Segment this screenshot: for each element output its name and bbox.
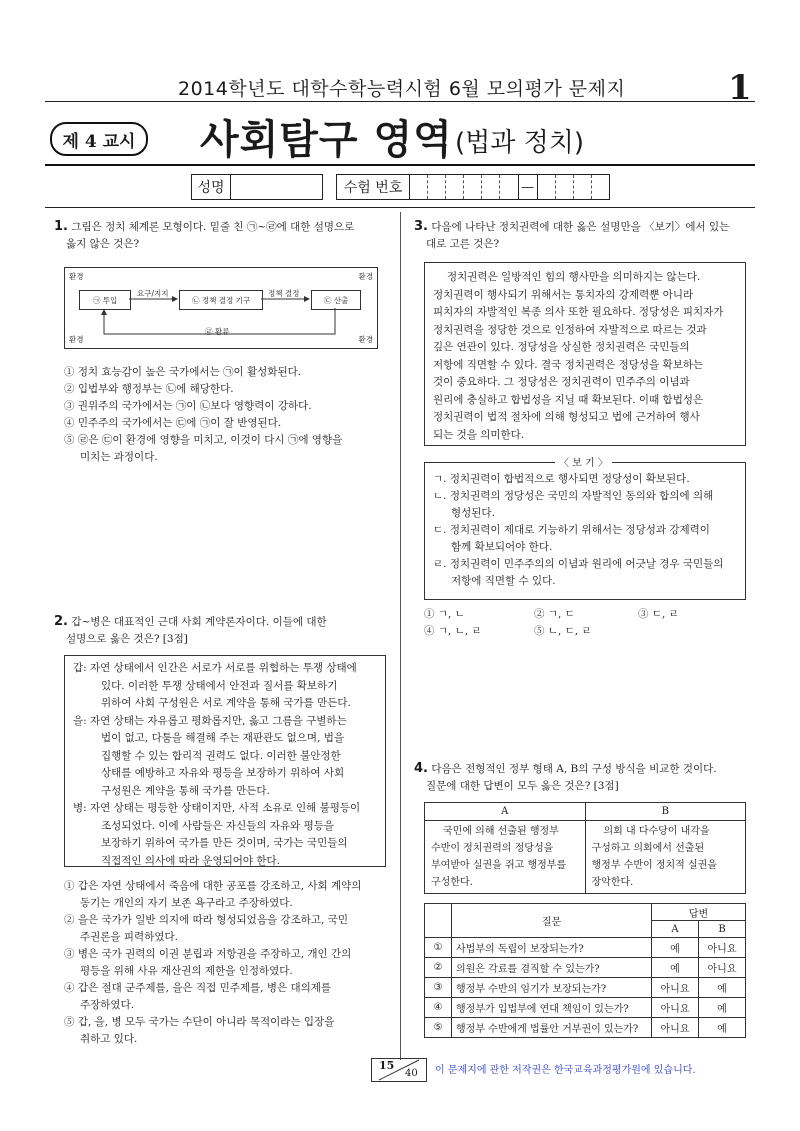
name-label: 성명 <box>192 175 231 199</box>
exam-digit-cell[interactable] <box>410 175 428 199</box>
stem-text: 갑~병은 대표적인 근대 사회 계약론자이다. 이들에 대한 <box>71 616 327 628</box>
col-header-a: A <box>425 803 586 821</box>
bogi-item: 함께 확보되어야 한다. <box>451 541 553 553</box>
row-number: ③ <box>425 978 452 998</box>
row-answer-b: 예 <box>699 978 746 998</box>
question-1-stem <box>54 218 390 253</box>
qa-row[interactable] <box>425 958 746 978</box>
row-number: ① <box>425 938 452 958</box>
option-continued: 주장하였다. <box>80 999 135 1011</box>
question-2-options <box>64 878 394 1048</box>
option-continued: 동기는 개인의 자기 보존 욕구라고 주장하였다. <box>80 897 293 909</box>
desc-line: 국민에 의해 선출된 행정부 <box>443 826 559 837</box>
row-number: ⑤ <box>425 1018 452 1038</box>
answer-col-a: A <box>652 921 699 938</box>
exam-digit-cell[interactable] <box>592 175 609 199</box>
row-answer-a: 아니요 <box>652 978 699 998</box>
row-question: 행정부 수반의 임기가 보장되는가? <box>452 978 652 998</box>
current-page: 15 <box>379 1059 395 1072</box>
question-number: 3. <box>414 219 428 234</box>
question-header: 질문 <box>452 904 652 938</box>
subject-title: 사회탐구 영역 <box>200 117 453 163</box>
bogi-box <box>424 458 746 600</box>
option[interactable]: ③ 권위주의 국가에서는 ㉠이 ㉡보다 영향력이 강하다. <box>64 400 312 412</box>
passage-line: 직접적인 의사에 따라 운영되어야 한다. <box>101 854 280 867</box>
desc-line: 구성한다. <box>431 877 473 888</box>
exam-digit-cell[interactable] <box>556 175 574 199</box>
passage-line: 정치권력은 일방적인 힘의 행사만을 의미하지는 않는다. <box>447 271 701 283</box>
col-header-b: B <box>585 803 746 821</box>
option-continued: 주권론을 피력하였다. <box>80 931 178 943</box>
passage-line: 병: 자연 상태는 평등한 상태이지만, 사적 소유로 인해 불평등이 <box>73 802 361 814</box>
stem-text: 다음은 전형적인 정부 형태 A, B의 구성 방식을 비교한 것이다. <box>431 763 717 775</box>
stem-text: 옳지 않은 것은? <box>66 238 140 250</box>
option[interactable]: ⑤ 갑, 을, 병 모두 국가는 수단이 아니라 목적이라는 입장을 <box>64 1016 335 1028</box>
name-field[interactable] <box>191 174 323 200</box>
stem-text: 대로 고른 것은? <box>426 238 500 250</box>
passage-line: 정치권력이 법적 절차에 의해 형성되고 법에 근거하여 행사 <box>433 411 700 423</box>
bogi-title: 〈 보 기 〉 <box>555 455 612 472</box>
passage-line: 조성되었다. 이에 사람들은 자신들의 자유와 평등을 <box>101 819 335 832</box>
government-type-table <box>424 802 746 894</box>
passage-line: 원리에 충실하고 합법성을 지닐 때 확보된다. 이때 합법성은 <box>433 393 704 406</box>
exam-digit-cell[interactable] <box>428 175 446 199</box>
copyright-notice: 이 문제지에 관한 저작권은 한국교육과정평가원에 있습니다. <box>435 1065 696 1076</box>
passage-line: 집행할 수 있는 합리적 권력도 없다. 이러한 불안정한 <box>101 749 341 762</box>
option[interactable]: ④ 갑은 절대 군주제를, 을은 직접 민주제를, 병은 대의제를 <box>64 982 332 994</box>
exam-digit-cell[interactable] <box>446 175 464 199</box>
row-answer-a: 아니요 <box>652 1018 699 1038</box>
passage-line: 것이 중요하다. 그 정당성은 정치권력이 민주주의 이념과 <box>433 376 690 388</box>
diagram-arrows <box>65 268 377 348</box>
qa-table <box>424 903 746 1038</box>
exam-digit-cell[interactable] <box>538 175 556 199</box>
row-question: 행정부 수반에게 법률안 거부권이 있는가? <box>452 1018 652 1038</box>
stem-text: 그림은 정치 체계론 모형이다. 밑줄 친 ㉠~㉣에 대한 설명으로 <box>71 221 355 233</box>
passage-line: 피치자의 자발적인 복종 의사 또한 필요하다. 정당성은 피치자가 <box>433 306 724 318</box>
option[interactable]: ① 정치 효능감이 높은 국가에서는 ㉠이 활성화된다. <box>64 366 302 378</box>
option[interactable]: ⑤ ㉣은 ㉢이 환경에 영향을 미치고, 이것이 다시 ㉠에 영향을 <box>64 434 343 446</box>
exam-number-field[interactable] <box>336 174 610 200</box>
exam-digit-cell[interactable] <box>464 175 482 199</box>
row-answer-b: 아니요 <box>699 938 746 958</box>
qa-row[interactable] <box>425 938 746 958</box>
row-answer-a: 예 <box>652 938 699 958</box>
exam-title: 2014학년도 대학수학능력시험 6월 모의평가 문제지 <box>178 78 626 100</box>
desc-line: 구성하고 의회에서 선출된 <box>591 843 705 854</box>
political-system-diagram <box>64 267 378 349</box>
option-continued: 취하고 있다. <box>80 1033 138 1045</box>
answer-col-b: B <box>699 921 746 938</box>
option[interactable]: ④ 민주주의 국가에서는 ㉢에 ㉠이 잘 반영된다. <box>64 417 282 429</box>
q3-option[interactable]: ① ㄱ, ㄴ <box>424 608 465 620</box>
bogi-item: ㄷ. 정치권력이 제대로 기능하기 위해서는 정당성과 강제력이 <box>433 524 710 536</box>
q3-option[interactable]: ⑤ ㄴ, ㄷ, ㄹ <box>534 625 592 637</box>
passage-line: 깊은 연관이 있다. 정당성을 상실한 정치권력은 국민들의 <box>433 341 690 353</box>
question-number: 4. <box>414 761 428 776</box>
total-pages: 40 <box>405 1068 418 1079</box>
stem-text: 질문에 대한 답변이 모두 옳은 것은? [3점] <box>426 780 619 792</box>
bogi-item: ㄴ. 정치권력의 정당성은 국민의 자발적인 동의와 합의에 의해 <box>433 490 714 502</box>
row-number: ② <box>425 958 452 978</box>
row-number: ④ <box>425 998 452 1018</box>
stem-text: 설명으로 옳은 것은? [3점] <box>66 633 188 645</box>
arrow-label: 요구/지지 <box>137 289 169 298</box>
option[interactable]: ③ 병은 국가 권력의 이권 분립과 저항권을 주장하고, 개인 간의 <box>64 948 352 960</box>
env-label: 환경 <box>69 272 84 281</box>
answer-header: 답변 <box>652 904 746 921</box>
contract-theorist-box <box>64 655 386 867</box>
header-rule <box>45 101 755 102</box>
passage-line: 법이 없고, 다툼을 해결해 주는 재판관도 없으며, 법을 <box>101 732 345 744</box>
qa-row[interactable] <box>425 998 746 1018</box>
row-question: 사법부의 독립이 보장되는가? <box>452 938 652 958</box>
exam-digit-cell[interactable] <box>574 175 592 199</box>
env-label: 환경 <box>358 272 373 281</box>
qa-row[interactable] <box>425 1018 746 1038</box>
type-b-desc <box>585 821 746 894</box>
bogi-item: 저항에 직면할 수 있다. <box>451 575 556 587</box>
passage-line: 되는 것을 의미한다. <box>433 428 525 441</box>
env-label: 환경 <box>358 335 373 344</box>
option[interactable]: ① 갑은 자연 상태에서 죽음에 대한 공포를 강조하고, 사회 계약의 <box>64 880 362 892</box>
q3-option[interactable]: ④ ㄱ, ㄴ, ㄹ <box>424 625 482 637</box>
passage-line: 구성원은 계약을 통해 국가를 만든다. <box>101 784 270 797</box>
exam-digit-cell[interactable] <box>500 175 518 199</box>
passage-line: 정치권력을 정당한 것으로 인정하여 자발적으로 따르는 것과 <box>433 323 707 336</box>
row-answer-b: 아니요 <box>699 958 746 978</box>
desc-line: 행정부 수반이 정치적 실권을 <box>591 860 717 871</box>
type-a-desc <box>425 821 586 894</box>
passage-line: 저항에 직면할 수 있다. 결국 정치권력은 정당성을 확보하는 <box>433 358 704 371</box>
question-2-stem <box>54 613 390 648</box>
stem-text: 다음에 나타난 정치권력에 대한 옳은 설명만을 〈보기〉에서 있는 <box>431 221 730 233</box>
row-question: 행정부가 입법부에 연대 책임이 있는가? <box>452 998 652 1018</box>
option[interactable]: ② 입법부와 행정부는 ㉡에 해당한다. <box>64 383 234 395</box>
name-input-area[interactable] <box>231 175 322 199</box>
question-1-options <box>64 364 394 466</box>
desc-line: 수반이 정치권력의 정당성을 <box>431 843 554 854</box>
q3-option[interactable]: ② ㄱ, ㄷ <box>534 608 575 620</box>
bogi-item: 형성된다. <box>451 507 495 519</box>
q3-option[interactable]: ③ ㄷ, ㄹ <box>638 608 679 620</box>
output-node: ㉢ 산출 <box>311 290 361 310</box>
passage-line: 상태를 예방하고 자유와 평등을 보장하기 위하여 사회 <box>101 767 345 779</box>
exam-number-dash: — <box>519 175 538 199</box>
arrow-label: 정책 결정 <box>268 289 300 298</box>
question-number: 1. <box>54 219 68 234</box>
subject-subtitle: (법과 정치) <box>455 128 585 158</box>
input-node: ㉠ 투입 <box>79 290 131 310</box>
passage-line: 보장하기 위하여 국가를 만든 것이며, 국가는 국민들의 <box>101 837 348 849</box>
exam-number-label: 수험 번호 <box>337 175 410 199</box>
passage-line: 정치권력이 행사되기 위해서는 통치자의 강제력뿐 아니라 <box>433 288 694 301</box>
page-indicator <box>371 1058 427 1082</box>
row-answer-b: 예 <box>699 1018 746 1038</box>
column-divider <box>400 212 401 1060</box>
title-rule <box>45 164 755 166</box>
row-question: 의원은 각료를 겸직할 수 있는가? <box>452 958 652 978</box>
passage-line: 있다. 이러한 투쟁 상태에서 안전과 질서를 확보하기 <box>101 679 338 692</box>
row-answer-a: 아니요 <box>652 998 699 1018</box>
passage-line: 을: 자연 상태는 자유롭고 평화롭지만, 옳고 그름을 구별하는 <box>73 714 347 727</box>
question-number: 2. <box>54 614 68 629</box>
option-continued: 평등을 위해 사유 재산권의 제한을 인정하였다. <box>80 965 293 977</box>
passage-line: 갑: 자연 상태에서 인간은 서로가 서로를 위협하는 투쟁 상태에 <box>73 662 357 674</box>
qa-corner <box>425 904 452 938</box>
political-power-passage <box>424 262 746 446</box>
passage-line: 위하여 사회 구성원은 서로 계약을 통해 국가를 만든다. <box>101 697 351 709</box>
question-4-stem <box>414 760 759 795</box>
row-answer-b: 예 <box>699 998 746 1018</box>
bogi-item: ㄱ. 정치권력이 합법적으로 행사되면 정당성이 확보된다. <box>433 473 690 485</box>
exam-digit-cell[interactable] <box>482 175 500 199</box>
bogi-item: ㄹ. 정치권력이 민주주의의 이념과 원리에 어긋날 경우 국민들의 <box>433 558 724 570</box>
feedback-label: ㉣ 환류 <box>205 327 230 336</box>
row-answer-a: 예 <box>652 958 699 978</box>
option-continued: 미치는 과정이다. <box>80 451 158 463</box>
form-rule <box>45 207 755 208</box>
option[interactable]: ② 을은 국가가 일반 의지에 따라 형성되었음을 강조하고, 국민 <box>64 914 348 926</box>
desc-line: 부여받아 실권을 쥐고 행정부를 <box>431 860 567 871</box>
desc-line: 장악한다. <box>591 877 634 888</box>
qa-row[interactable] <box>425 978 746 998</box>
question-3-stem <box>414 218 754 253</box>
env-label: 환경 <box>69 335 84 344</box>
session-badge: 제 4 교시 <box>50 122 148 156</box>
desc-line: 의회 내 다수당이 내각을 <box>603 826 710 837</box>
process-node: ㉡ 정책 결정 기구 <box>179 290 263 310</box>
page-number: 1 <box>728 68 752 108</box>
